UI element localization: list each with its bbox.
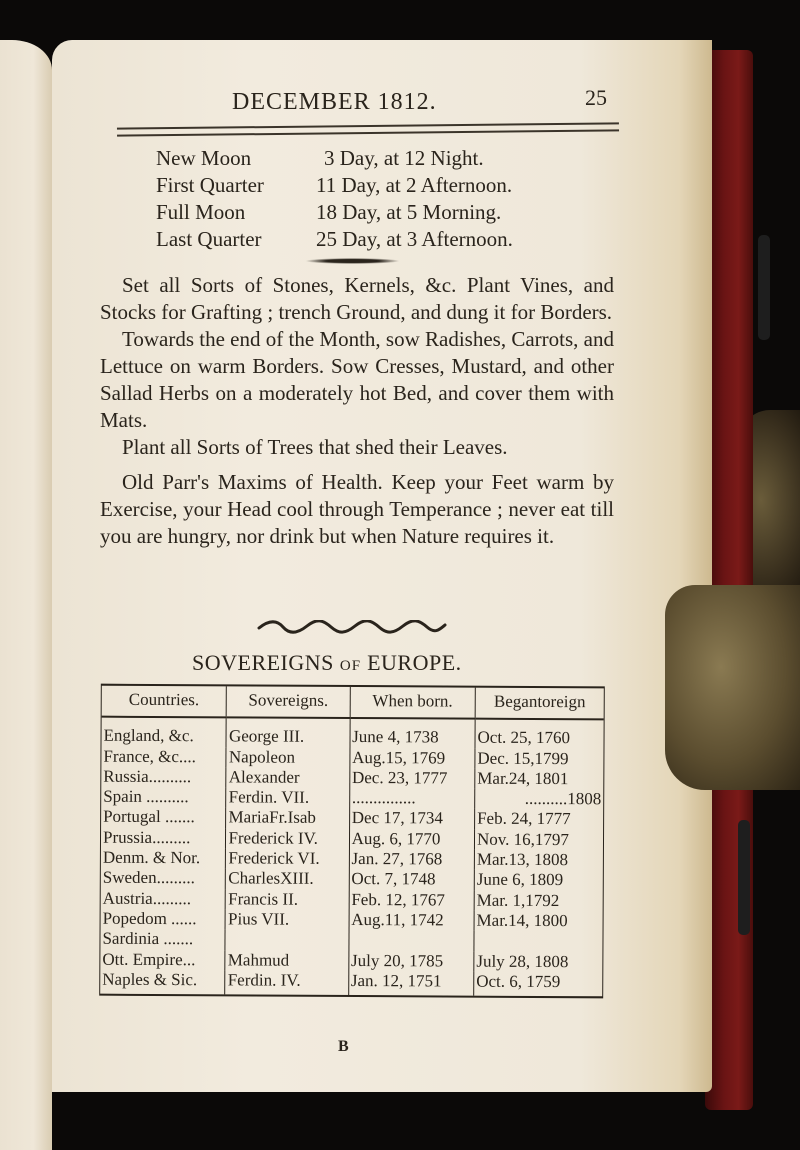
- cell-sovereign: Ferdin. VII.: [226, 788, 349, 809]
- table-row: [100, 970, 602, 997]
- sovereigns-table: [99, 684, 605, 999]
- table-header-row: [102, 686, 604, 720]
- table-row: [101, 787, 603, 810]
- header-began-to-reign: Begantoreign: [475, 688, 604, 720]
- cell-reign: Oct. 6, 1759: [474, 971, 603, 996]
- cell-country: Portugal .......: [103, 807, 195, 827]
- cell-born: Dec 17, 1734: [349, 808, 474, 829]
- cell-country: Ott. Empire...: [102, 949, 196, 969]
- cell-born: June 4, 1738: [350, 718, 475, 748]
- cell-sovereign: Francis II.: [226, 889, 349, 910]
- section-title: [192, 650, 462, 676]
- section-title-end: EUROPE.: [367, 650, 462, 675]
- cell-born: ...............: [349, 788, 474, 809]
- cell-reign: [474, 931, 603, 952]
- cell-reign: ..........1808: [475, 789, 604, 810]
- cell-reign: Mar.24, 1801: [475, 769, 604, 790]
- cell-reign: June 6, 1809: [474, 870, 603, 891]
- garden-paragraph: Towards the end of the Month, sow Radishes, Carrots, and Lettuce on warm Borders. Sow Cresses, Mustard, and other Sallad Herbs on a moderately hot Bed, and cover them with Mats.: [100, 327, 614, 432]
- cell-sovereign: Pius VII.: [225, 909, 348, 930]
- moon-phase-detail: 3 Day, at 12 Night.: [324, 146, 484, 170]
- moon-row: [156, 199, 513, 226]
- cell-reign: Feb. 24, 1777: [475, 809, 604, 830]
- cell-country: Prussia.........: [102, 827, 191, 847]
- table-row: [101, 827, 603, 850]
- hinge-upper: [758, 235, 770, 340]
- cell-country: Austria.........: [102, 888, 192, 908]
- table-row: [101, 909, 603, 932]
- moon-row: [156, 172, 513, 199]
- hinge-lower: [738, 820, 750, 935]
- table-row: [100, 929, 602, 952]
- table-row: [101, 807, 603, 830]
- cell-born: July 20, 1785: [348, 951, 473, 972]
- cell-sovereign: Napoleon: [226, 747, 349, 768]
- health-paragraph: Old Parr's Maxims of Health. Keep your Feet warm by Exercise, your Head cool through Temperance ; never eat till you are hungry, nor drink but when Nature requires it.: [100, 470, 614, 548]
- moon-phases-table: [156, 145, 513, 253]
- cell-reign: July 28, 1808: [474, 951, 603, 972]
- wave-ornament-icon: [257, 620, 447, 634]
- garden-paragraph: Set all Sorts of Stones, Kernels, &c. Plant Vines, and Stocks for Grafting ; trench Ground, and dung it for Borders.: [100, 273, 614, 324]
- cell-country: France, &c....: [103, 746, 197, 766]
- moon-phase-detail: 18 Day, at 5 Morning.: [316, 200, 502, 224]
- cell-born: Dec. 23, 1777: [349, 768, 474, 789]
- cell-born: Aug.15, 1769: [350, 748, 475, 769]
- cell-reign: Dec. 15,1799: [475, 748, 604, 769]
- book-page: [52, 40, 712, 1092]
- cell-country: Naples & Sic.: [102, 969, 198, 990]
- cell-country: England, &c.: [103, 725, 194, 746]
- cell-sovereign: [225, 930, 348, 951]
- section-title-main: SOVEREIGNS: [192, 650, 334, 675]
- cell-born: Aug.11, 1742: [349, 910, 474, 931]
- cell-reign: Oct. 25, 1760: [475, 719, 604, 749]
- body-text: [100, 272, 614, 550]
- cell-reign: Mar.13, 1808: [474, 850, 603, 871]
- moon-phase-label: Last Quarter: [156, 227, 262, 251]
- cell-sovereign: CharlesXIII.: [226, 869, 349, 890]
- section-title-of: OF: [339, 658, 362, 674]
- moon-phase-detail: 11 Day, at 2 Afternoon.: [316, 173, 513, 197]
- cell-country: Denm. & Nor.: [102, 847, 201, 868]
- signature-mark: B: [338, 1038, 349, 1055]
- header-sovereigns: Sovereigns.: [227, 686, 350, 718]
- table-row: [101, 767, 603, 790]
- table-row: [101, 848, 603, 871]
- cell-country: Spain ..........: [103, 786, 189, 807]
- double-rule-divider: [117, 122, 619, 136]
- cell-country: Sweden.........: [102, 868, 195, 888]
- cell-sovereign: George III.: [226, 718, 349, 748]
- cell-sovereign: Alexander: [226, 767, 349, 788]
- table-row: [101, 868, 603, 891]
- table-row: [101, 888, 603, 911]
- table-row: [101, 717, 603, 749]
- cell-country: Popedom ......: [102, 908, 197, 929]
- header-when-born: When born.: [350, 687, 475, 719]
- ornament-dash-icon: [305, 258, 400, 264]
- cell-sovereign: Frederick IV.: [226, 828, 349, 849]
- cell-born: [349, 930, 474, 951]
- brass-clasp: [665, 585, 800, 790]
- cell-sovereign: Frederick VI.: [226, 848, 349, 869]
- cell-born: Feb. 12, 1767: [349, 890, 474, 911]
- cell-born: Oct. 7, 1748: [349, 869, 474, 890]
- moon-row: [156, 145, 513, 172]
- cell-sovereign: MariaFr.Isab: [226, 808, 349, 829]
- cell-born: Jan. 12, 1751: [348, 971, 473, 996]
- moon-phase-label: Full Moon: [156, 200, 246, 224]
- table-row: [101, 746, 603, 769]
- red-cover-edge: [705, 50, 753, 1110]
- moon-phase-label: First Quarter: [156, 173, 264, 197]
- cell-reign: Mar. 1,1792: [474, 890, 603, 911]
- left-page-edge: [0, 40, 52, 1150]
- cell-born: Jan. 27, 1768: [349, 849, 474, 870]
- cell-born: Aug. 6, 1770: [349, 829, 474, 850]
- cell-country: Sardinia .......: [102, 928, 194, 949]
- cell-reign: Nov. 16,1797: [474, 829, 603, 850]
- moon-phase-label: New Moon: [156, 146, 252, 170]
- moon-row: [156, 226, 513, 253]
- cell-sovereign: Ferdin. IV.: [225, 970, 348, 995]
- running-head: DECEMBER 1812.: [232, 89, 437, 115]
- header-countries: Countries.: [102, 686, 227, 718]
- page-number: 25: [585, 85, 607, 110]
- garden-paragraph: Plant all Sorts of Trees that shed their Leaves.: [122, 435, 508, 459]
- cell-country: Russia..........: [103, 766, 192, 787]
- moon-phase-detail: 25 Day, at 3 Afternoon.: [316, 227, 513, 251]
- cell-reign: Mar.14, 1800: [474, 911, 603, 932]
- cell-sovereign: Mahmud: [225, 950, 348, 971]
- table-row: [100, 949, 602, 972]
